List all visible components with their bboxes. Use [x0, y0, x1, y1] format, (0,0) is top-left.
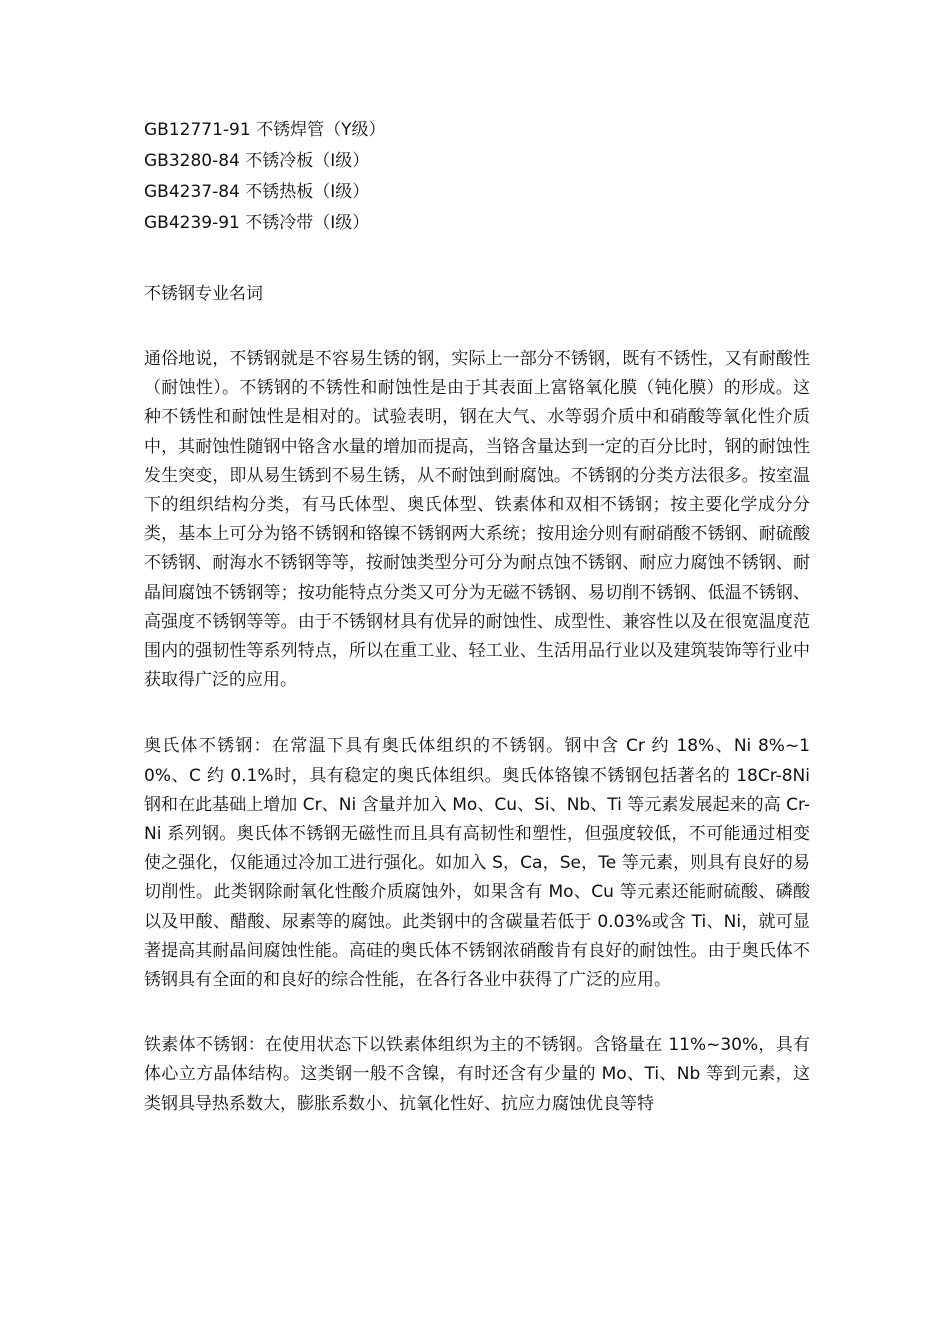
austenitic-paragraph: 奥氏体不锈钢：在常温下具有奥氏体组织的不锈钢。钢中含 Cr 约 18%、Ni 8%~10%、C 约 0.1%时，具有稳定的奥氏体组织。奥氏体铬镍不锈钢包括著名的 18Cr-8Ni 钢和在此基础上增加 Cr、Ni 含量并加入 Mo、Cu、Si、Nb、Ti 等元素发展起来的高 Cr-Ni 系列钢。奥氏体不锈钢无磁性而且具有高韧性和塑性，但强度较低，不可能通过相变使之强化，仅能通过冷加工进行强化。如加入 S，Ca，Se，Te 等元素，则具有良好的易切削性。此类钢除耐氧化性酸介质腐蚀外，如果含有 Mo、Cu 等元素还能耐硫酸、磷酸以及甲酸、醋酸、尿素等的腐蚀。此类钢中的含碳量若低于 0.03%或含 Ti、Ni，就可显著提高其耐晶间腐蚀性能。高硅的奥氏体不锈钢浓硝酸肯有良好的耐蚀性。由于奥氏体不锈钢具有全面的和良好的综合性能，在各行各业中获得了广泛的应用。	[144, 736, 810, 991]
ferritic-paragraph: 铁素体不锈钢：在使用状态下以铁素体组织为主的不锈钢。含铬量在 11%~30%，具有体心立方晶体结构。这类钢一般不含镍，有时还含有少量的 Mo、Ti、Nb 等到元素，这类钢具导热系数大，膨胀系数小、抗氧化性好、抗应力腐蚀优良等特	[144, 1035, 810, 1114]
standard-item: GB3280-84 不锈冷板（I级）	[144, 151, 370, 171]
standards-list	[144, 115, 810, 239]
intro-paragraph: 通俗地说，不锈钢就是不容易生锈的钢，实际上一部分不锈钢，既有不锈性，又有耐酸性（耐蚀性）。不锈钢的不锈性和耐蚀性是由于其表面上富铬氧化膜（钝化膜）的形成。这种不锈性和耐蚀性是相对的。试验表明，钢在大气、水等弱介质中和硝酸等氧化性介质中，其耐蚀性随钢中铬含水量的增加而提高，当铬含量达到一定的百分比时，钢的耐蚀性发生突变，即从易生锈到不易生锈，从不耐蚀到耐腐蚀。不锈钢的分类方法很多。按室温下的组织结构分类，有马氏体型、奥氏体型、铁素体和双相不锈钢；按主要化学成分分类，基本上可分为铬不锈钢和铬镍不锈钢两大系统；按用途分则有耐硝酸不锈钢、耐硫酸不锈钢、耐海水不锈钢等等，按耐蚀类型分可分为耐点蚀不锈钢、耐应力腐蚀不锈钢、耐晶间腐蚀不锈钢等；按功能特点分类又可分为无磁不锈钢、易切削不锈钢、低温不锈钢、高强度不锈钢等等。由于不锈钢材具有优异的耐蚀性、成型性、兼容性以及在很宽温度范围内的强韧性等系列特点，所以在重工业、轻工业、生活用品行业以及建筑装饰等行业中获取得广泛的应用。	[144, 349, 810, 691]
section-title: 不锈钢专业名词	[144, 284, 263, 304]
standard-item: GB4239-91 不锈冷带（I级）	[144, 213, 370, 233]
document-body	[144, 115, 810, 1121]
standard-item: GB12771-91 不锈焊管（Y级）	[144, 120, 386, 140]
standard-item: GB4237-84 不锈热板（I级）	[144, 182, 370, 202]
